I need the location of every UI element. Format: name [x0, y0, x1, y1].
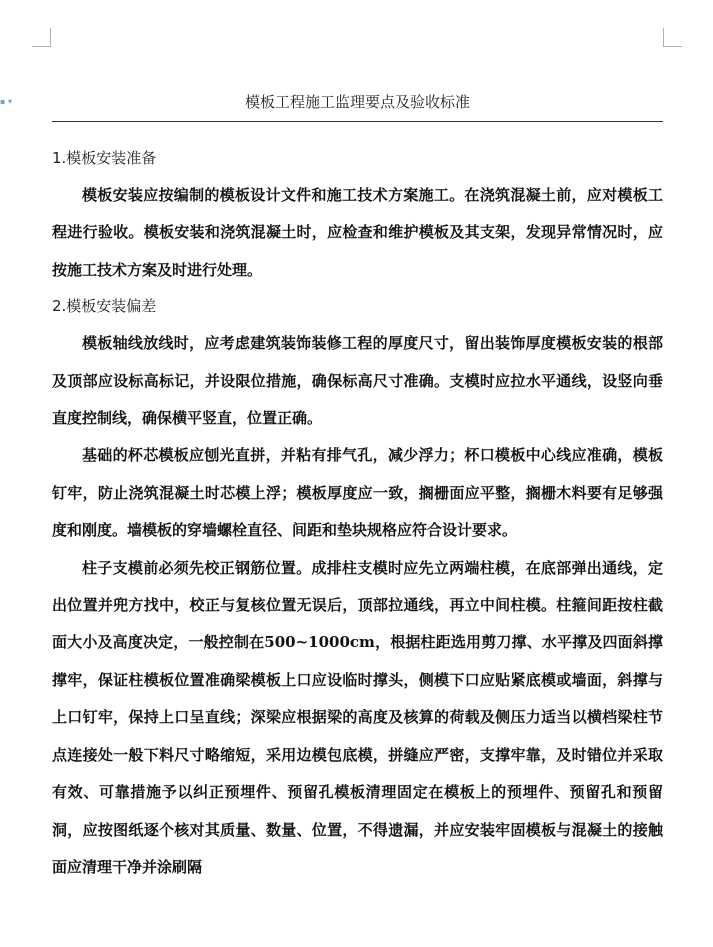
header-divider	[52, 121, 663, 122]
document-body	[52, 141, 663, 886]
page-corner-mark-top-right	[663, 28, 682, 47]
page-corner-mark-top-left	[32, 28, 51, 47]
body-paragraph: 模板安装应按编制的模板设计文件和施工技术方案施工。在浇筑混凝土前，应对模板工程进行验收。模板安装和浇筑混凝土时，应检查和维护模板及其支架，发现异常情况时，应按施工技术方案及时进行处理。	[52, 186, 663, 279]
body-paragraph: 柱子支模前必须先校正钢筋位置。成排柱支模时应先立两端柱模，在底部弹出通线，定出位置并兜方找中，校正与复核位置无误后，顶部拉通线，再立中间柱模。柱箍间距按柱截面大小及高度决定，一般控制在500~1000cm，根据柱距选用剪刀撑、水平撑及四面斜撑撑牢，保证柱模板位置准确梁模板上口应设临时撑头，侧模下口应贴紧底模或墙面，斜撑与上口钉牢，保持上口呈直线；深梁应根据梁的高度及核算的荷载及侧压力适当以横档梁柱节点连接处一般下料尺寸略缩短，采用边模包底模，拼缝应严密，支撑牢靠，及时错位并采取有效、可靠措施予以纠正预埋件、预留孔模板清理固定在模板上的预埋件、预留孔和预留洞，应按图纸逐个核对其质量、数量、位置，不得遗漏，并应安装牢固模板与混凝土的接触面应清理干净并涂刷隔	[52, 558, 663, 876]
section-preparation	[52, 147, 663, 289]
section-heading: 1.模板安装准备	[52, 149, 157, 167]
body-paragraph: 模板轴线放线时，应考虑建筑装饰装修工程的厚度尺寸，留出装饰厚度模板安装的根部及顶部应设标高标记，并设限位措施，确保标高尺寸准确。支模时应拉水平通线，设竖向垂直度控制线，确保横平竖直，位置正确。	[52, 334, 663, 428]
body-paragraph: 基础的杯芯模板应刨光直拼，并粘有排气孔，减少浮力；杯口模板中心线应准确，模板钉牢，防止浇筑混凝土时芯模上浮；模板厚度应一致，搁栅面应平整，搁栅木料要有足够强度和刚度。墙模板的穿墙螺栓直径、间距和垫块规格应符合设计要求。	[52, 446, 663, 540]
section-heading: 2.模板安装偏差	[52, 297, 157, 316]
margin-marker-icon[interactable]: ▪ ▾	[0, 97, 12, 106]
section-deviation	[52, 295, 663, 886]
page-header-title: 模板工程施工监理要点及验收标准	[244, 93, 470, 111]
